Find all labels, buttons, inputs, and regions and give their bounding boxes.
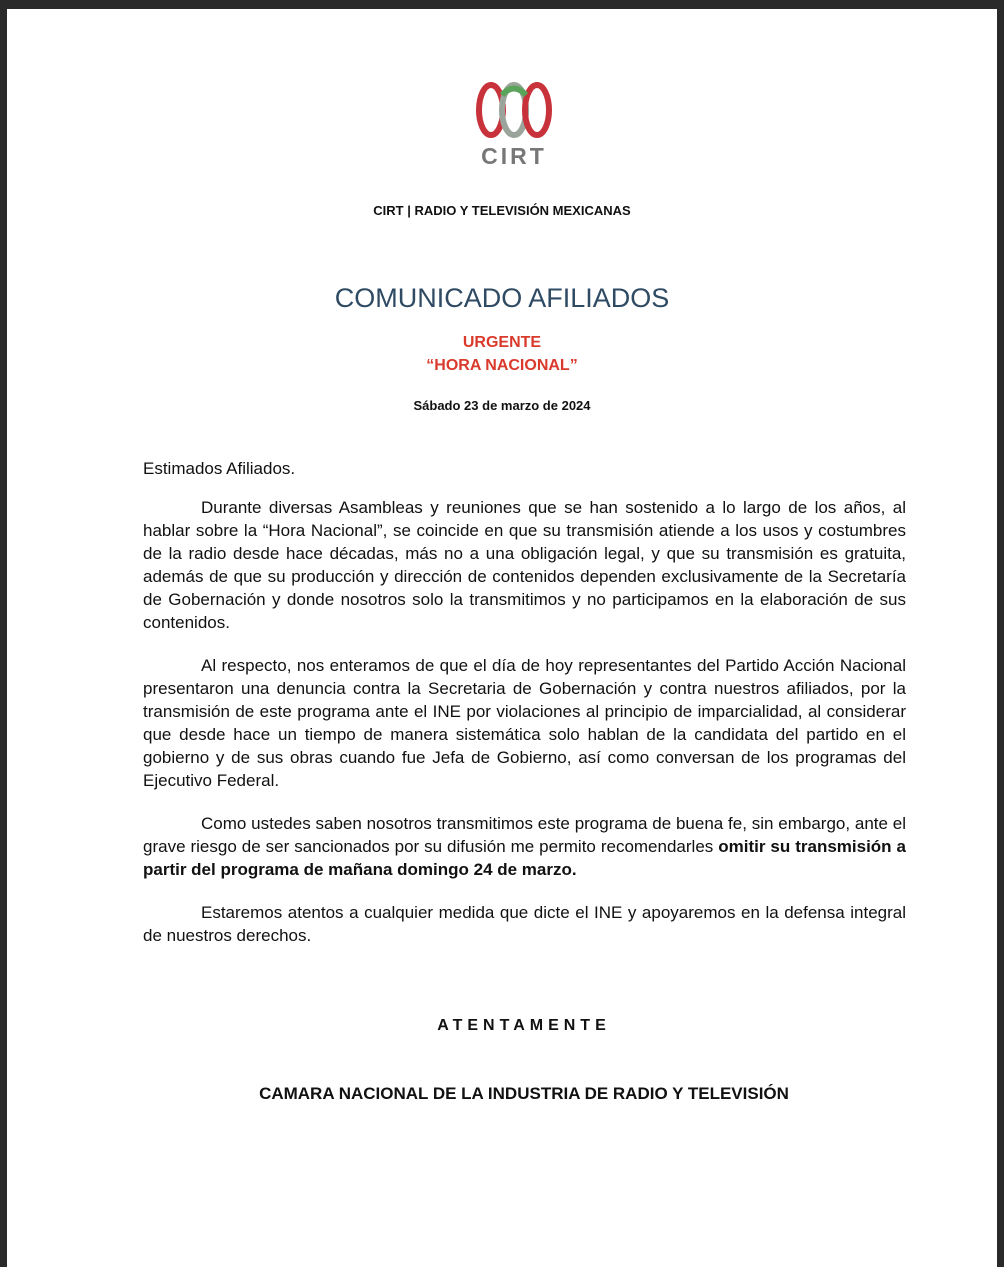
urgent-label: URGENTE [462, 334, 542, 351]
page-title: COMUNICADO AFILIADOS [334, 283, 670, 313]
paragraph-1: Durante diversas Asambleas y reuniones que se han sostenido a lo largo de los años, al hablar sobre la “Hora Nacional”, se coincide en que su transmisión atiende a los usos y costumbres de la radio desde hace décadas, más no a una obligación legal, y que su transmisión es gratuita, además de que su producción y dirección de contenidos dependen exclusivamente de la Secretaría de Gobernación y donde nosotros solo la transmitimos y no participamos en la elaboración de sus contenidos. [143, 498, 906, 632]
paragraph-2: Al respecto, nos enteramos de que el día de hoy representantes del Partido Acción Nacional presentaron una denuncia contra la Secretaria de Gobernación y contra nuestros afiliados, por la transmisión de este programa ante el INE por violaciones al principio de imparcialidad, al considerar que desde hace un tiempo de manera sistemática solo hablan de la candidata del partido en el gobierno y de sus obras cuando fue Jefa de Gobierno, así como conversan de los programas del Ejecutivo Federal. [143, 656, 906, 790]
paragraph-3-emphasis: omitir su transmisión a partir del programa de mañana domingo 24 de marzo. [143, 837, 906, 879]
letter-body [143, 457, 906, 967]
paragraph-3-text: Como ustedes saben nosotros transmitimos este programa de buena fe, sin embargo, ante el grave riesgo de ser sancionados por su difusión me permito recomendarles [143, 814, 906, 856]
paragraph-4: Estaremos atentos a cualquier medida que dicte el INE y apoyaremos en la defensa integral de nuestros derechos. [143, 903, 906, 945]
logo-text: CIRT [481, 143, 547, 169]
cirt-logo [474, 77, 564, 172]
urgent-block [0, 331, 1004, 377]
cirt-logo-icon [474, 77, 554, 141]
date-line: Sábado 23 de marzo de 2024 [413, 398, 591, 413]
greeting: Estimados Afiliados. [143, 459, 296, 478]
organization-line: CIRT | RADIO Y TELEVISIÓN MEXICANAS [373, 203, 631, 218]
paragraph-3 [143, 812, 906, 881]
closing: ATENTAMENTE [437, 1017, 611, 1034]
subject-label: “HORA NACIONAL” [426, 357, 578, 374]
signature: CAMARA NACIONAL DE LA INDUSTRIA DE RADIO Y TELEVISIÓN [259, 1084, 789, 1103]
